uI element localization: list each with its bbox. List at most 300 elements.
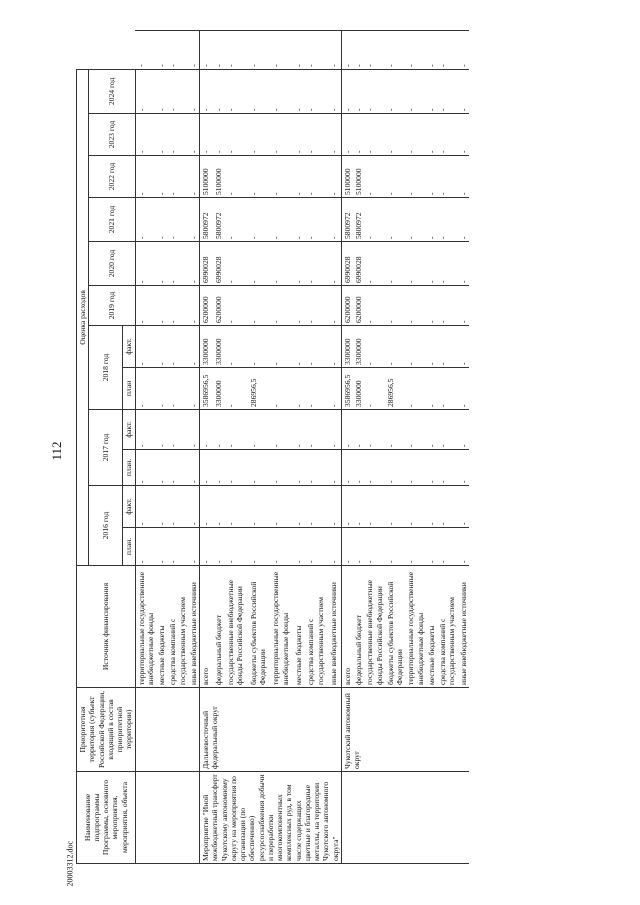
value-cell: - bbox=[167, 69, 188, 113]
value-cell: - bbox=[353, 410, 364, 450]
value-cell: - bbox=[156, 326, 167, 368]
value-cell: - bbox=[341, 69, 353, 113]
value-cell: - bbox=[213, 69, 225, 113]
value-cell: - bbox=[167, 368, 188, 410]
value-cell: - bbox=[437, 450, 458, 486]
value-cell: - bbox=[353, 31, 364, 70]
value-cell: - bbox=[225, 114, 248, 156]
value-cell: - bbox=[293, 528, 305, 566]
value-cell: - bbox=[135, 368, 156, 410]
funding-source: государственные внебюджетные фонды Российской Федерации bbox=[225, 566, 248, 688]
value-cell: - bbox=[437, 286, 458, 326]
value-cell: - bbox=[270, 114, 293, 156]
value-cell: - bbox=[426, 114, 437, 156]
value-cell: - bbox=[405, 242, 426, 286]
value-cell: - bbox=[167, 286, 188, 326]
value-cell: - bbox=[426, 528, 437, 566]
header-2016-plan: план. bbox=[123, 528, 135, 566]
header-2020: 2020 год bbox=[89, 242, 135, 286]
measure-name-empty bbox=[135, 772, 200, 864]
funding-source: средства компаний с государственным участием bbox=[167, 566, 188, 688]
value-cell: - bbox=[248, 410, 271, 450]
value-cell: - bbox=[426, 156, 437, 198]
value-cell: - bbox=[305, 286, 328, 326]
value-cell: - bbox=[188, 114, 200, 156]
value-cell: - bbox=[458, 69, 469, 113]
value-cell: - bbox=[270, 486, 293, 528]
value-cell: - bbox=[405, 368, 426, 410]
value-cell: 3586956,5 bbox=[341, 368, 353, 410]
value-cell: - bbox=[167, 410, 188, 450]
value-cell: - bbox=[328, 286, 341, 326]
value-cell: - bbox=[156, 69, 167, 113]
value-cell: - bbox=[213, 31, 225, 70]
value-cell: 5800972 bbox=[353, 198, 364, 242]
value-cell: - bbox=[167, 31, 188, 70]
value-cell: - bbox=[364, 486, 385, 528]
value-cell: - bbox=[437, 156, 458, 198]
page-number: 112 bbox=[49, 441, 64, 461]
document-footer: 20003312.doc bbox=[65, 840, 75, 887]
header-2016: 2016 год bbox=[89, 486, 123, 566]
value-cell: - bbox=[353, 114, 364, 156]
value-cell: - bbox=[458, 156, 469, 198]
value-cell: - bbox=[305, 410, 328, 450]
value-cell: - bbox=[305, 69, 328, 113]
value-cell: - bbox=[426, 326, 437, 368]
value-cell: - bbox=[225, 31, 248, 70]
value-cell: - bbox=[458, 31, 469, 70]
value-cell: - bbox=[328, 114, 341, 156]
value-cell: - bbox=[305, 114, 328, 156]
value-cell: - bbox=[156, 486, 167, 528]
value-cell: - bbox=[341, 528, 353, 566]
value-cell: - bbox=[188, 486, 200, 528]
value-cell: - bbox=[458, 326, 469, 368]
value-cell: - bbox=[305, 31, 328, 70]
value-cell: - bbox=[213, 486, 225, 528]
value-cell: - bbox=[225, 326, 248, 368]
value-cell: - bbox=[135, 31, 156, 70]
value-cell: - bbox=[188, 368, 200, 410]
value-cell: - bbox=[364, 242, 385, 286]
measure-name: Мероприятие "Иной межбюджетный трансферт Чукотскому автономному округу на мероприятия по организации (по обеспечению) ресурсоснабжения добычи и переработки многокомпонентных комплексных руд, в том числе содержащих цветные и благородные металлы, на территории Чукотского автономного округа" bbox=[200, 772, 342, 864]
value-cell: - bbox=[135, 528, 156, 566]
funding-source: средства компаний с государственным участием bbox=[437, 566, 458, 688]
value-cell: - bbox=[156, 286, 167, 326]
value-cell: - bbox=[437, 486, 458, 528]
measure-name-empty bbox=[341, 772, 469, 864]
value-cell: - bbox=[200, 450, 213, 486]
value-cell: - bbox=[405, 326, 426, 368]
value-cell: - bbox=[293, 242, 305, 286]
value-cell: - bbox=[293, 326, 305, 368]
value-cell: - bbox=[293, 410, 305, 450]
value-cell: - bbox=[341, 410, 353, 450]
value-cell: - bbox=[385, 326, 406, 368]
value-cell: - bbox=[248, 156, 271, 198]
value-cell: - bbox=[270, 326, 293, 368]
funding-source: иные внебюджетные источники bbox=[458, 566, 469, 688]
value-cell: - bbox=[405, 114, 426, 156]
header-2017: 2017 год bbox=[89, 410, 123, 486]
value-cell: - bbox=[385, 486, 406, 528]
value-cell: - bbox=[405, 286, 426, 326]
value-cell: - bbox=[200, 528, 213, 566]
value-cell: - bbox=[364, 69, 385, 113]
value-cell: 5800972 bbox=[341, 198, 353, 242]
value-cell: - bbox=[405, 69, 426, 113]
header-2024: 2024 год bbox=[89, 69, 135, 113]
value-cell: - bbox=[200, 69, 213, 113]
value-cell: - bbox=[364, 114, 385, 156]
value-cell: - bbox=[188, 156, 200, 198]
value-cell: - bbox=[458, 486, 469, 528]
value-cell: - bbox=[305, 528, 328, 566]
value-cell: - bbox=[426, 242, 437, 286]
value-cell: - bbox=[225, 198, 248, 242]
territory-empty bbox=[135, 688, 200, 772]
value-cell: - bbox=[200, 486, 213, 528]
value-cell: - bbox=[270, 528, 293, 566]
header-2016-fact: факт. bbox=[123, 486, 135, 528]
value-cell: 5800972 bbox=[213, 198, 225, 242]
value-cell: - bbox=[200, 410, 213, 450]
value-cell: - bbox=[426, 368, 437, 410]
funding-source: всего bbox=[200, 566, 213, 688]
value-cell: - bbox=[353, 450, 364, 486]
value-cell: - bbox=[426, 410, 437, 450]
value-cell: - bbox=[270, 31, 293, 70]
value-cell: - bbox=[248, 528, 271, 566]
value-cell: - bbox=[293, 114, 305, 156]
header-2018-plan: план bbox=[123, 368, 135, 410]
value-cell: - bbox=[405, 31, 426, 70]
value-cell: - bbox=[135, 326, 156, 368]
value-cell: - bbox=[167, 242, 188, 286]
value-cell: - bbox=[305, 450, 328, 486]
value-cell: - bbox=[405, 198, 426, 242]
header-2017-fact: факт. bbox=[123, 410, 135, 450]
value-cell: - bbox=[270, 410, 293, 450]
value-cell: - bbox=[225, 410, 248, 450]
value-cell: - bbox=[248, 198, 271, 242]
value-cell: - bbox=[341, 114, 353, 156]
value-cell: - bbox=[458, 114, 469, 156]
table-row bbox=[341, 31, 353, 864]
value-cell: - bbox=[248, 286, 271, 326]
value-cell: - bbox=[364, 286, 385, 326]
value-cell: - bbox=[213, 450, 225, 486]
value-cell: - bbox=[188, 69, 200, 113]
funding-source: федеральный бюджет bbox=[213, 566, 225, 688]
header-source: Источник финансирования bbox=[77, 566, 136, 688]
header-2017-plan: план. bbox=[123, 450, 135, 486]
value-cell: - bbox=[270, 198, 293, 242]
value-cell: - bbox=[458, 450, 469, 486]
value-cell: - bbox=[188, 410, 200, 450]
value-cell: - bbox=[156, 156, 167, 198]
value-cell: - bbox=[135, 198, 156, 242]
value-cell: 3300000 bbox=[353, 326, 364, 368]
value-cell: 3300000 bbox=[353, 368, 364, 410]
value-cell: - bbox=[364, 410, 385, 450]
value-cell: - bbox=[437, 31, 458, 70]
value-cell: - bbox=[426, 198, 437, 242]
value-cell: 6200000 bbox=[200, 286, 213, 326]
header-estimate: Оценка расходов bbox=[77, 69, 89, 565]
value-cell: - bbox=[437, 114, 458, 156]
value-cell: - bbox=[188, 198, 200, 242]
value-cell: - bbox=[135, 69, 156, 113]
table-row bbox=[135, 31, 156, 864]
value-cell: - bbox=[270, 69, 293, 113]
territory-name: Дальневосточный федеральный округ bbox=[200, 688, 342, 772]
funding-source: территориальные государственные внебюджетные фонды bbox=[405, 566, 426, 688]
value-cell: - bbox=[364, 326, 385, 368]
value-cell: - bbox=[328, 528, 341, 566]
value-cell: - bbox=[458, 410, 469, 450]
value-cell: - bbox=[293, 198, 305, 242]
value-cell: 6990028 bbox=[341, 242, 353, 286]
header-territory: Приоритетная территория (субъект Российской Федерации, входящий в состав приоритетной территории) bbox=[77, 688, 136, 772]
funding-source: всего bbox=[341, 566, 353, 688]
value-cell: - bbox=[385, 31, 406, 70]
value-cell: - bbox=[364, 31, 385, 70]
value-cell: - bbox=[405, 156, 426, 198]
value-cell: - bbox=[305, 486, 328, 528]
value-cell: - bbox=[437, 528, 458, 566]
value-cell: - bbox=[167, 198, 188, 242]
value-cell: - bbox=[426, 31, 437, 70]
value-cell: - bbox=[156, 242, 167, 286]
value-cell: - bbox=[305, 198, 328, 242]
value-cell: 286956,5 bbox=[248, 368, 271, 410]
value-cell: - bbox=[426, 69, 437, 113]
value-cell: - bbox=[458, 286, 469, 326]
value-cell: - bbox=[305, 368, 328, 410]
value-cell: - bbox=[385, 528, 406, 566]
value-cell: - bbox=[156, 198, 167, 242]
value-cell: - bbox=[167, 326, 188, 368]
value-cell: - bbox=[364, 450, 385, 486]
value-cell: - bbox=[156, 450, 167, 486]
funding-source: местные бюджеты bbox=[426, 566, 437, 688]
value-cell: 286956,5 bbox=[385, 368, 406, 410]
value-cell: 5100000 bbox=[341, 156, 353, 198]
value-cell: - bbox=[225, 368, 248, 410]
value-cell: - bbox=[200, 114, 213, 156]
value-cell: - bbox=[437, 368, 458, 410]
value-cell: - bbox=[225, 242, 248, 286]
value-cell: 6200000 bbox=[213, 286, 225, 326]
table-row bbox=[200, 31, 213, 864]
header-2023: 2023 год bbox=[89, 114, 135, 156]
value-cell: 5100000 bbox=[200, 156, 213, 198]
value-cell: - bbox=[293, 486, 305, 528]
header-2021: 2021 год bbox=[89, 198, 135, 242]
value-cell: - bbox=[248, 114, 271, 156]
value-cell: 3300000 bbox=[213, 326, 225, 368]
value-cell: - bbox=[385, 450, 406, 486]
value-cell: - bbox=[156, 410, 167, 450]
value-cell: - bbox=[135, 486, 156, 528]
value-cell: - bbox=[213, 410, 225, 450]
value-cell: - bbox=[328, 326, 341, 368]
value-cell: - bbox=[328, 486, 341, 528]
value-cell: - bbox=[167, 528, 188, 566]
value-cell: - bbox=[248, 486, 271, 528]
funding-source: местные бюджеты bbox=[293, 566, 305, 688]
value-cell: - bbox=[364, 198, 385, 242]
value-cell: - bbox=[248, 31, 271, 70]
value-cell: - bbox=[293, 450, 305, 486]
value-cell: - bbox=[341, 31, 353, 70]
value-cell: - bbox=[341, 450, 353, 486]
value-cell: - bbox=[200, 31, 213, 70]
header-2019: 2019 год bbox=[89, 286, 135, 326]
funding-source: государственные внебюджетные фонды Российской Федерации bbox=[364, 566, 385, 688]
value-cell: - bbox=[135, 242, 156, 286]
value-cell: - bbox=[188, 31, 200, 70]
value-cell: - bbox=[458, 528, 469, 566]
value-cell: - bbox=[405, 410, 426, 450]
funding-source: территориальные государственные внебюджетные фонды bbox=[270, 566, 293, 688]
value-cell: - bbox=[156, 528, 167, 566]
value-cell: - bbox=[385, 286, 406, 326]
value-cell: - bbox=[341, 486, 353, 528]
value-cell: - bbox=[188, 326, 200, 368]
value-cell: - bbox=[135, 156, 156, 198]
value-cell: - bbox=[328, 450, 341, 486]
funding-source: иные внебюджетные источники bbox=[188, 566, 200, 688]
value-cell: 6990028 bbox=[213, 242, 225, 286]
value-cell: 6990028 bbox=[353, 242, 364, 286]
value-cell: 3300000 bbox=[200, 326, 213, 368]
value-cell: - bbox=[385, 198, 406, 242]
header-2018: 2018 год bbox=[89, 326, 123, 410]
value-cell: - bbox=[437, 69, 458, 113]
value-cell: - bbox=[293, 286, 305, 326]
value-cell: - bbox=[167, 156, 188, 198]
value-cell: 5100000 bbox=[353, 156, 364, 198]
value-cell: - bbox=[426, 286, 437, 326]
value-cell: - bbox=[458, 242, 469, 286]
value-cell: - bbox=[188, 528, 200, 566]
value-cell: - bbox=[156, 368, 167, 410]
value-cell: - bbox=[305, 242, 328, 286]
value-cell: - bbox=[248, 326, 271, 368]
value-cell: - bbox=[270, 156, 293, 198]
value-cell: - bbox=[135, 286, 156, 326]
value-cell: - bbox=[405, 486, 426, 528]
funding-source: средства компаний с государственным участием bbox=[305, 566, 328, 688]
value-cell: - bbox=[225, 156, 248, 198]
value-cell: - bbox=[156, 114, 167, 156]
value-cell: - bbox=[437, 242, 458, 286]
value-cell: - bbox=[293, 368, 305, 410]
value-cell: - bbox=[353, 69, 364, 113]
value-cell: - bbox=[364, 156, 385, 198]
value-cell: - bbox=[385, 242, 406, 286]
value-cell: - bbox=[225, 528, 248, 566]
value-cell: 3300000 bbox=[213, 368, 225, 410]
value-cell: - bbox=[426, 486, 437, 528]
value-cell: - bbox=[293, 156, 305, 198]
value-cell: - bbox=[385, 156, 406, 198]
funding-source: территориальные государственные внебюджетные фонды bbox=[135, 566, 156, 688]
funding-source: бюджеты субъектов Российской Федерации bbox=[385, 566, 406, 688]
value-cell: - bbox=[167, 450, 188, 486]
funding-source: бюджеты субъектов Российской Федерации bbox=[248, 566, 271, 688]
value-cell: - bbox=[248, 450, 271, 486]
value-cell: - bbox=[353, 486, 364, 528]
value-cell: - bbox=[328, 242, 341, 286]
header-2018-fact: факт. bbox=[123, 326, 135, 368]
value-cell: - bbox=[188, 286, 200, 326]
value-cell: 3586956,5 bbox=[200, 368, 213, 410]
value-cell: 5800972 bbox=[200, 198, 213, 242]
territory-name: Чукотский автономный округ bbox=[341, 688, 469, 772]
financing-table-block bbox=[76, 30, 636, 864]
funding-source: местные бюджеты bbox=[156, 566, 167, 688]
value-cell: 6200000 bbox=[353, 286, 364, 326]
value-cell: - bbox=[305, 156, 328, 198]
value-cell: - bbox=[293, 31, 305, 70]
value-cell: - bbox=[328, 410, 341, 450]
value-cell: - bbox=[405, 528, 426, 566]
value-cell: - bbox=[328, 69, 341, 113]
value-cell: - bbox=[156, 31, 167, 70]
value-cell: - bbox=[270, 368, 293, 410]
value-cell: - bbox=[225, 69, 248, 113]
value-cell: - bbox=[458, 198, 469, 242]
value-cell: - bbox=[225, 286, 248, 326]
value-cell: - bbox=[364, 368, 385, 410]
value-cell: - bbox=[328, 198, 341, 242]
value-cell: - bbox=[225, 450, 248, 486]
value-cell: 3300000 bbox=[341, 326, 353, 368]
value-cell: - bbox=[305, 326, 328, 368]
value-cell: - bbox=[270, 450, 293, 486]
value-cell: - bbox=[188, 450, 200, 486]
value-cell: - bbox=[293, 69, 305, 113]
value-cell: 6200000 bbox=[341, 286, 353, 326]
value-cell: - bbox=[385, 69, 406, 113]
value-cell: - bbox=[405, 450, 426, 486]
value-cell: 6990028 bbox=[200, 242, 213, 286]
value-cell: 5100000 bbox=[213, 156, 225, 198]
value-cell: - bbox=[270, 242, 293, 286]
value-cell: - bbox=[328, 156, 341, 198]
value-cell: - bbox=[248, 242, 271, 286]
value-cell: - bbox=[213, 528, 225, 566]
header-row-1 bbox=[77, 31, 89, 864]
value-cell: - bbox=[135, 410, 156, 450]
value-cell: - bbox=[426, 450, 437, 486]
value-cell: - bbox=[225, 486, 248, 528]
financing-table bbox=[76, 30, 469, 864]
value-cell: - bbox=[188, 242, 200, 286]
value-cell: - bbox=[213, 114, 225, 156]
value-cell: - bbox=[167, 486, 188, 528]
value-cell: - bbox=[328, 31, 341, 70]
value-cell: - bbox=[167, 114, 188, 156]
value-cell: - bbox=[437, 198, 458, 242]
value-cell: - bbox=[458, 368, 469, 410]
header-name: Наименование подпрограммы Программы, основного мероприятия, мероприятия, объекта bbox=[77, 772, 136, 864]
funding-source: федеральный бюджет bbox=[353, 566, 364, 688]
